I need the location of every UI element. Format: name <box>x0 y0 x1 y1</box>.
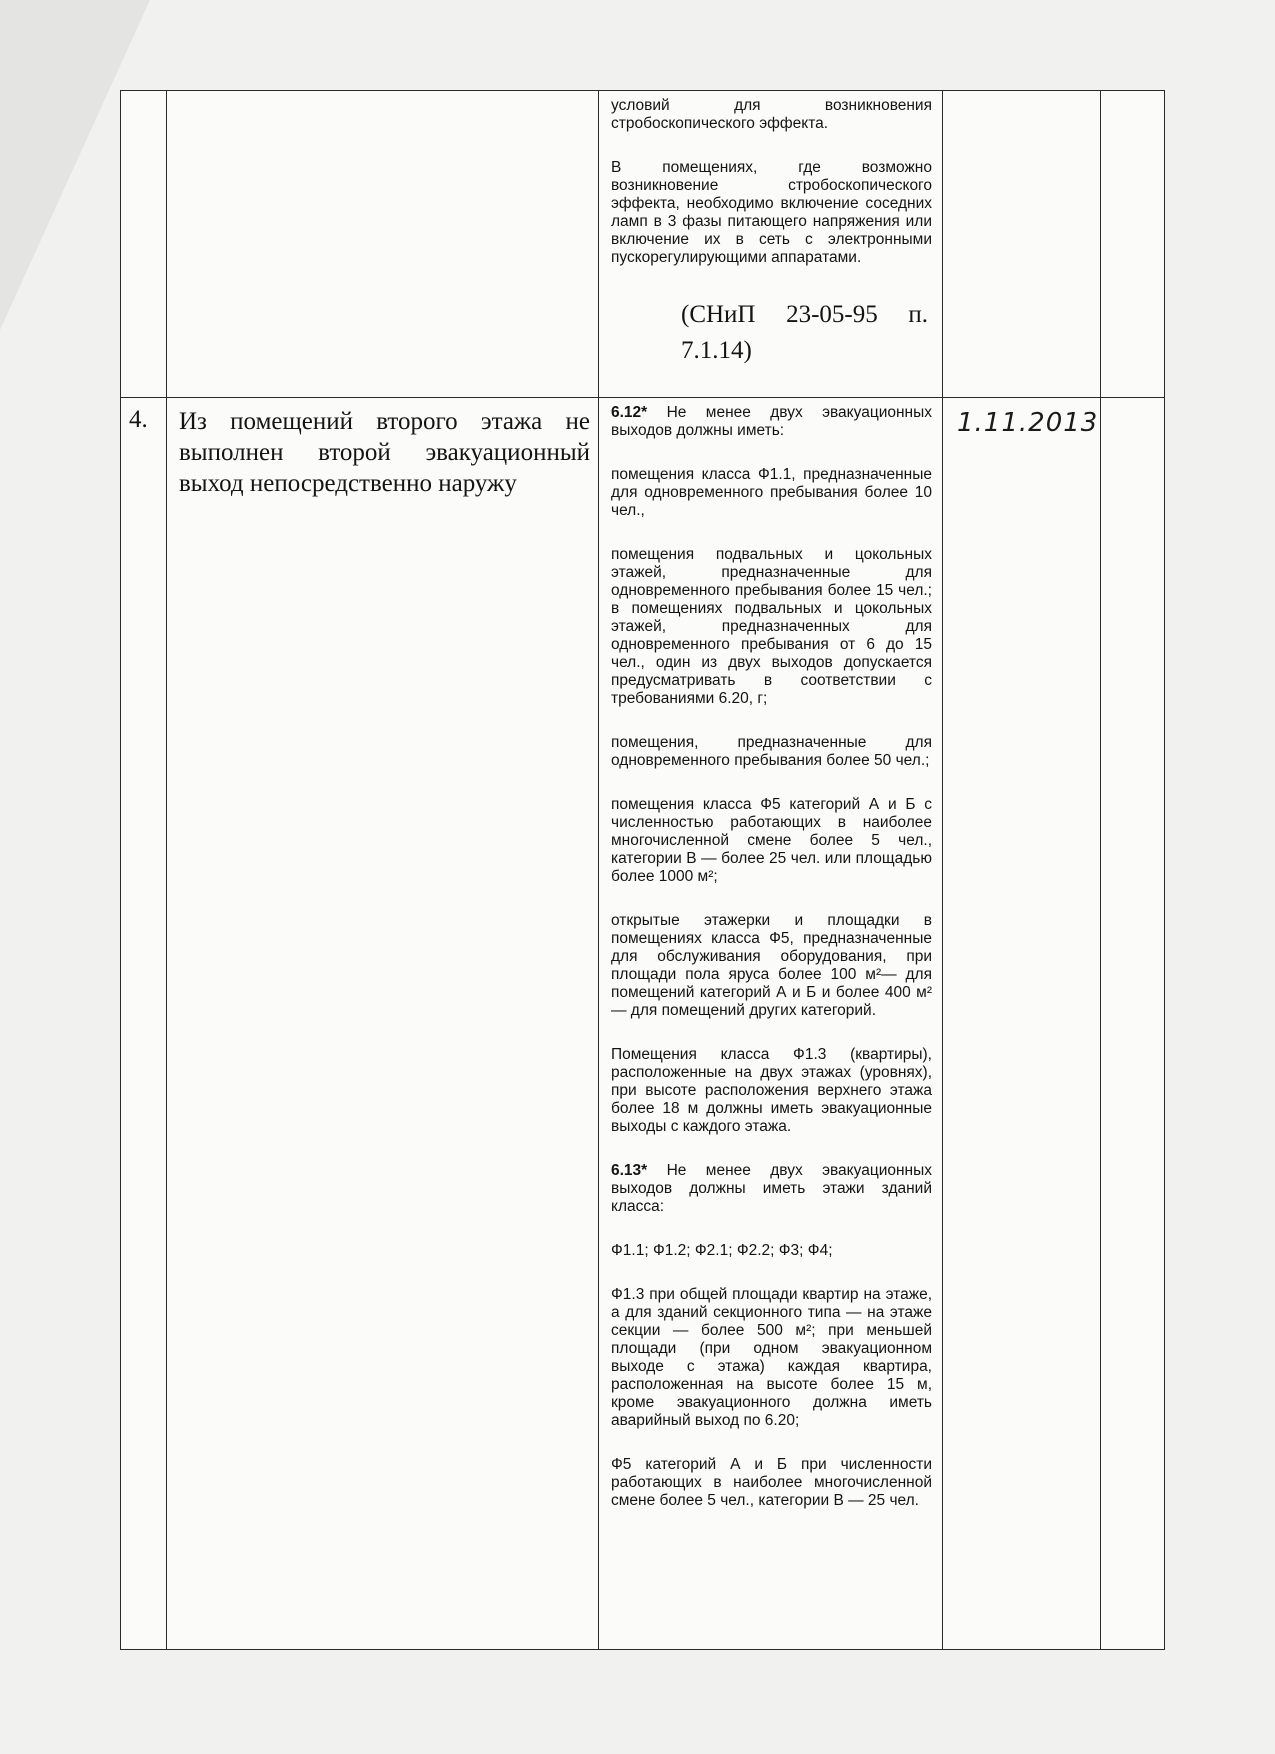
requirement-paragraph: Ф1.1; Ф1.2; Ф2.1; Ф2.2; Ф3; Ф4; <box>611 1242 833 1259</box>
table-row-4 <box>121 398 1165 1650</box>
requirement-paragraph: Помещения класса Ф1.3 (квартиры), расположенные на двух этажах (уровнях), при высоте расположения верхнего этажа более 18 м должны иметь эвакуационные выходы с каждого этажа. <box>611 1046 932 1135</box>
requirement-paragraph: помещения подвальных и цокольных этажей, предназначенные для одновременного пребывания более 15 чел.; в помещениях подвальных и цокольных этажей, предназначенных для одновременного пребывания от 6 до 15 чел., один из двух выходов допускается предусматривать в соответствии с требованиями 6.20, г; <box>611 546 932 707</box>
violation-cell <box>167 91 599 398</box>
violations-table <box>120 90 1165 1650</box>
table-row-continued <box>121 91 1165 398</box>
requirement-cell <box>599 91 943 398</box>
requirement-paragraph: 6.12* Не менее двух эвакуационных выходов должны иметь: <box>611 404 932 439</box>
deadline-cell <box>943 91 1101 398</box>
requirement-paragraph: открытые этажерки и площадки в помещениях класса Ф5, предназначенные для обслуживания оборудования, при площади пола яруса более 100 м²— для помещений категорий А и Б и более 400 м² — для помещений других категорий. <box>611 912 932 1019</box>
number-cell <box>121 91 167 398</box>
requirement-paragraph: Ф1.3 при общей площади квартир на этаже, а для зданий секционного типа — на этаже секции — более 500 м²; при меньшей площади (при одном эвакуационном выходе с этажа) каждая квартира, расположенная на высоте более 15 м, кроме эвакуационного должна иметь аварийный выход по 6.20; <box>611 1286 932 1429</box>
requirement-paragraph: помещения класса Ф1.1, предназначенные для одновременного пребывания более 10 чел., <box>611 466 932 519</box>
note-cell <box>1101 398 1165 1650</box>
deadline-cell <box>943 398 1101 1650</box>
number-cell <box>121 398 167 1650</box>
requirement-cell <box>599 398 943 1650</box>
requirement-paragraph: помещения, предназначенные для одновременного пребывания более 50 чел.; <box>611 734 932 769</box>
handwritten-deadline: 1.11.2013 <box>957 408 1099 438</box>
row-number: 4. <box>129 406 148 433</box>
violation-text: Из помещений второго этажа не выполнен второй эвакуационный выход непосредственно наружу <box>179 408 590 497</box>
requirement-paragraph: 6.13* Не менее двух эвакуационных выходов должны иметь этажи зданий класса: <box>611 1162 932 1215</box>
requirement-paragraph: помещения класса Ф5 категорий А и Б с численностью работающих в наиболее многочисленной смене более 5 чел., категории В — более 25 чел. или площадью более 1000 м²; <box>611 796 932 885</box>
requirement-paragraph: Ф5 категорий А и Б при численности работающих в наиболее многочисленной смене более 5 чел., категории В — 25 чел. <box>611 1456 932 1509</box>
violation-cell <box>167 398 599 1650</box>
note-cell <box>1101 91 1165 398</box>
normative-reference: (СНиП 23-05-95 п. 7.1.14) <box>681 301 928 364</box>
requirement-paragraph: условий для возникновения стробоскопического эффекта. <box>611 97 932 132</box>
requirement-paragraph: В помещениях, где возможно возникновение стробоскопического эффекта, необходимо включение соседних ламп в 3 фазы питающего напряжения или включение их в сеть с электронными пускорегулирующими аппаратами. <box>611 159 932 266</box>
